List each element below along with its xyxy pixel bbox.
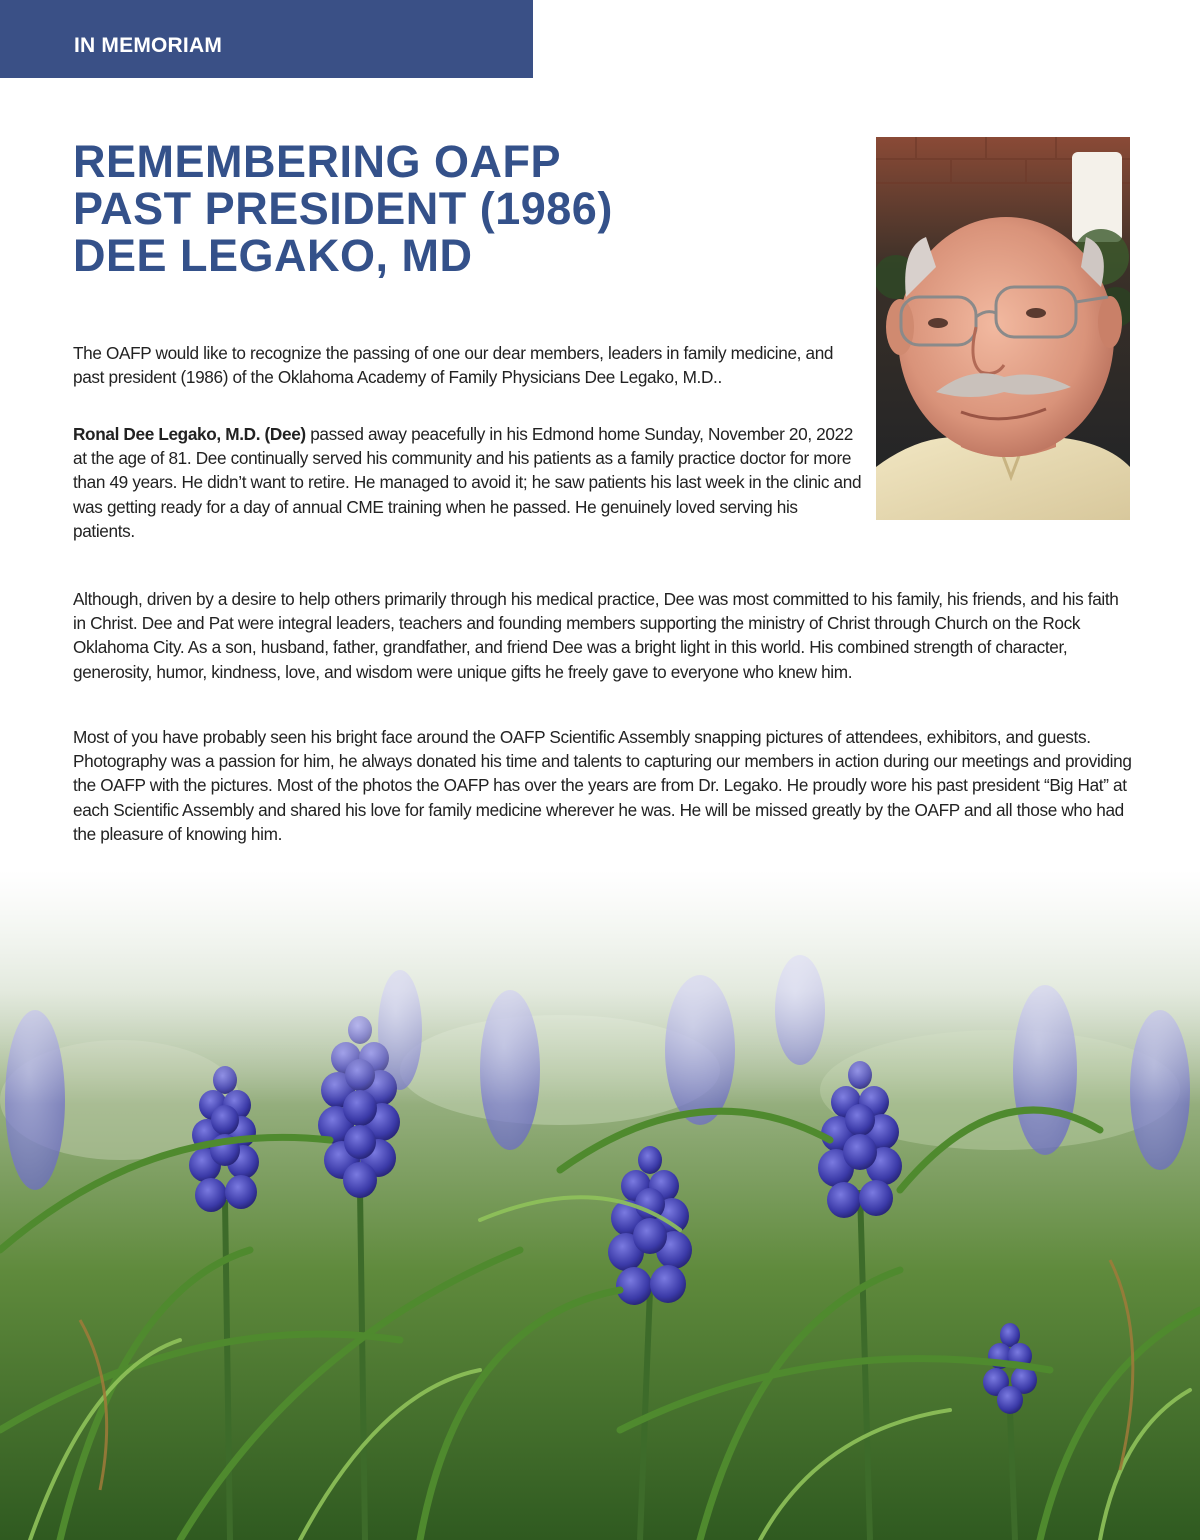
section-banner [0, 0, 533, 78]
faith-paragraph: Although, driven by a desire to help others primarily through his medical practice, Dee was most committed to his family, his friends, and his faith in Christ. Dee and Pat were integral leaders, teachers and founding members supporting the ministry of Christ through Church on the Rock Oklahoma City. As a son, husband, father, grandfather, and friend Dee was a bright light in this world. His combined strength of character, generosity, humor, kindness, love, and wisdom were unique gifts he freely gave to everyone who knew him. [73, 589, 1119, 682]
portrait-photo [876, 137, 1130, 520]
intro-paragraph: The OAFP would like to recognize the passing of one our dear members, leaders in family medicine, and past president (1986) of the Oklahoma Academy of Family Physicians Dee Legako, M.D.. [73, 343, 834, 388]
obituary-name: Ronal Dee Legako, M.D. (Dee) [73, 424, 306, 444]
section-label: IN MEMORIAM [74, 34, 223, 57]
title-line: DEE LEGAKO, MD [73, 230, 473, 281]
photography-paragraph: Most of you have probably seen his bright face around the OAFP Scientific Assembly snapping pictures of attendees, exhibitors, and guests. Photography was a passion for him, he always donated his time and talents to capturing our members in action during our meetings and providing the OAFP with the pictures. Most of the photos the OAFP has over the years are from Dr. Legako. He proudly wore his past president “Big Hat” at each Scientific Assembly and shared his love for family medicine wherever he was. He will be missed greatly by the OAFP and all those who had the pleasure of knowing him. [73, 727, 1132, 844]
obituary-text: passed away peacefully in his Edmond home Sunday, November 20, 2022 at the age of 81. Dee continually served his community and his patients as a family practice doctor for more than 49 years. He didn’t want to retire. He managed to avoid it; he saw patients his last week in the clinic and was getting ready for a day of annual CME training when he passed. He genuinely loved serving his patients. [73, 424, 862, 541]
title-line: PAST PRESIDENT (1986) [73, 183, 613, 234]
title-line: REMEMBERING OAFP [73, 136, 562, 187]
page-title [73, 138, 833, 279]
obituary-paragraph [73, 422, 863, 543]
grape-hyacinth-photo [0, 870, 1200, 1540]
